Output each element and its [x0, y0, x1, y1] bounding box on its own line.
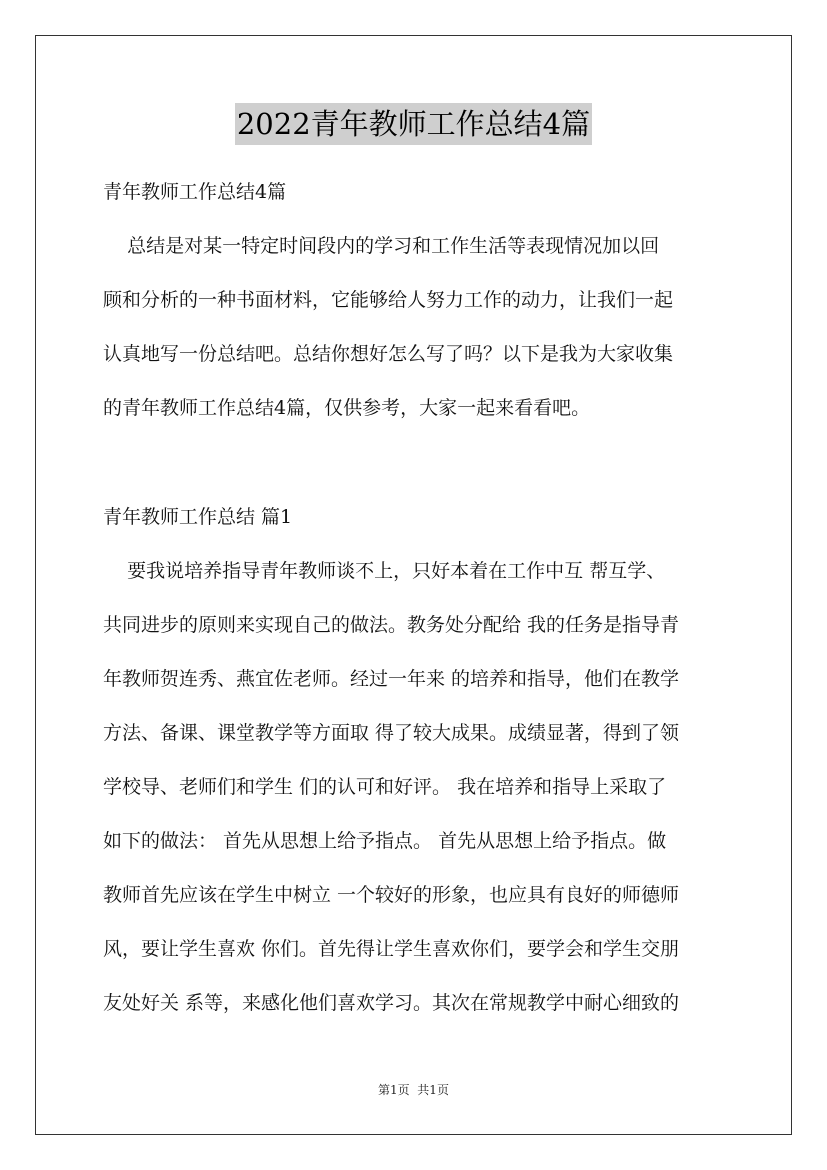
- intro-line: 的青年教师工作总结4篇，仅供参考，大家一起来看看吧。: [103, 397, 591, 419]
- section-line: 教师首先应该在学生中树立 一个较好的形象，也应具有良好的师德师: [103, 884, 680, 906]
- document-subtitle: 青年教师工作总结4篇: [103, 181, 287, 203]
- section-line: 方法、备课、课堂教学等方面取 得了较大成果。成绩显著，得到了领: [103, 722, 680, 744]
- section-line: 学校导、老师们和学生 们的认可和好评。 我在培养和指导上采取了: [103, 776, 667, 798]
- intro-line: 总结是对某一特定时间段内的学习和工作生活等表现情况加以回: [103, 235, 660, 257]
- section-line: 年教师贺连秀、燕宜佐老师。经过一年来 的培养和指导，他们在教学: [103, 668, 680, 690]
- page-footer: 第1页 共1页: [378, 1083, 449, 1097]
- section-heading: 青年教师工作总结 篇1: [103, 506, 293, 528]
- title-container: [0, 103, 827, 145]
- intro-line: 顾和分析的一种书面材料，它能够给人努力工作的动力，让我们一起: [103, 289, 674, 311]
- section-line: 如下的做法： 首先从思想上给予指点。 首先从思想上给予指点。做: [103, 830, 667, 852]
- section-line: 风，要让学生喜欢 你们。首先得让学生喜欢你们，要学会和学生交朋: [103, 938, 680, 960]
- intro-line: 认真地写一份总结吧。总结你想好怎么写了吗？以下是我为大家收集: [103, 343, 674, 365]
- document-title: 2022青年教师工作总结4篇: [235, 103, 592, 145]
- section-line: 共同进步的原则来实现自己的做法。教务处分配给 我的任务是指导青: [103, 614, 680, 636]
- section-line: 要我说培养指导青年教师谈不上，只好本着在工作中互 帮互学、: [103, 560, 666, 582]
- section-line: 友处好关 系等，来感化他们喜欢学习。其次在常规教学中耐心细致的: [103, 992, 680, 1014]
